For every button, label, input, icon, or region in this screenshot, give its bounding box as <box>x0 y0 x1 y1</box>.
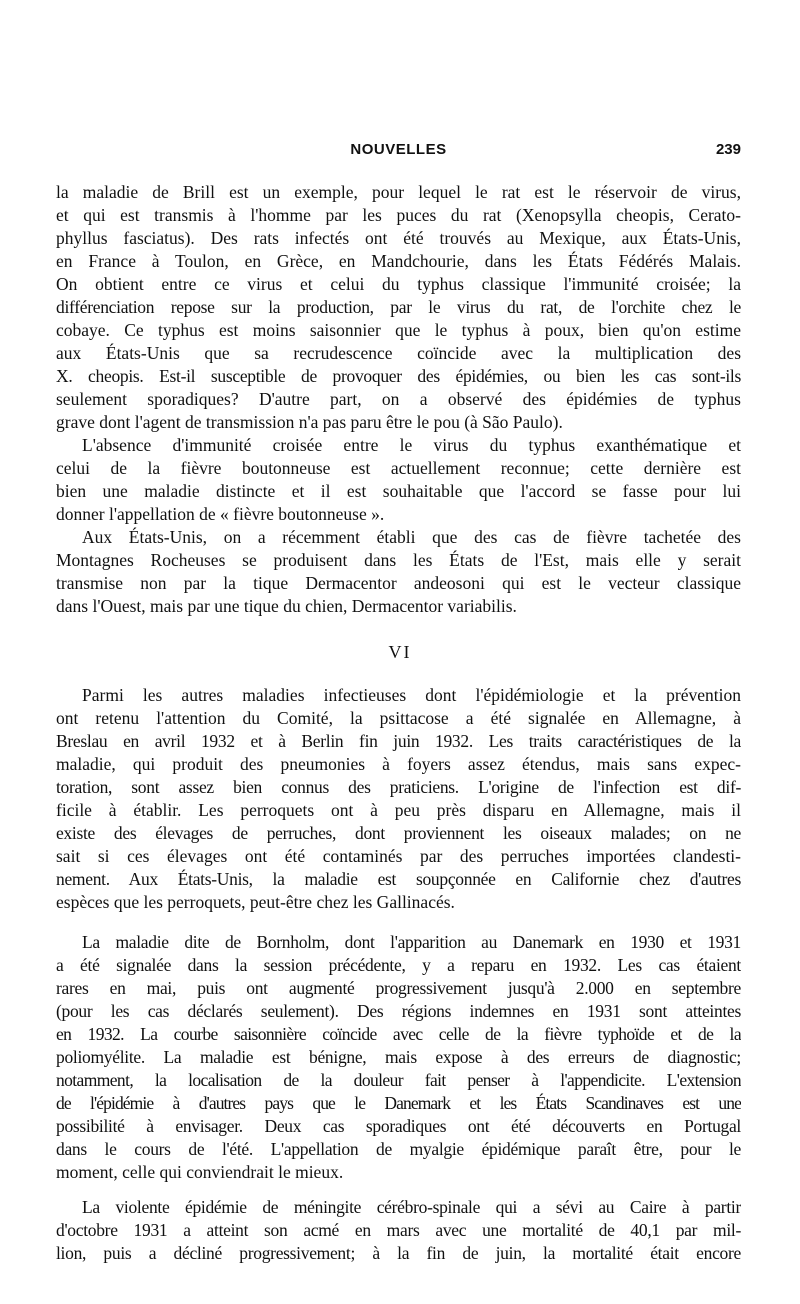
text-line: La maladie dite de Bornholm, dont l'apparition au Danemark en 1930 et 1931 <box>82 932 741 952</box>
text-line: seulement sporadiques? D'autre part, on a observé des épidémies de typhus <box>56 389 741 409</box>
paragraph-psittacose <box>56 684 741 914</box>
paragraph-fievre-boutonneuse <box>56 434 741 526</box>
text-line: maladie, qui produit des pneumonies à foyers assez étendus, mais sans expec- <box>56 754 741 774</box>
text-line: existe des élevages de perruches, dont proviennent les oiseaux malades; on ne <box>56 823 741 843</box>
text-line: en 1932. La courbe saisonnière coïncide avec celle de la fièvre typhoïde et de la <box>56 1024 741 1044</box>
text-line: aux États-Unis que sa recrudescence coïncide avec la multiplication des <box>56 343 741 363</box>
text-line: Breslau en avril 1932 et à Berlin fin juin 1932. Les traits caractéristiques de la <box>56 731 741 751</box>
text-line: Montagnes Rocheuses se produisent dans les États de l'Est, mais elle y serait <box>56 550 741 570</box>
text-line: notamment, la localisation de la douleur fait penser à l'appendicite. L'extension <box>56 1070 741 1090</box>
text-line: L'absence d'immunité croisée entre le virus du typhus exanthématique et <box>82 435 741 455</box>
text-line: sait si ces élevages ont été contaminés par des perruches importées clandesti- <box>56 846 741 866</box>
text-line: d'octobre 1931 a atteint son acmé en mars avec une mortalité de 40,1 par mil- <box>56 1220 741 1240</box>
text-line: la maladie de Brill est un exemple, pour lequel le rat est le réservoir de virus, <box>56 182 741 202</box>
page-number: 239 <box>715 141 741 158</box>
running-title: NOUVELLES <box>350 141 447 158</box>
text-line: lion, puis a décliné progressivement; à la fin de juin, la mortalité était encore <box>56 1243 741 1263</box>
text-line: Aux États-Unis, on a récemment établi que des cas de fièvre tachetée des <box>82 527 741 547</box>
text-line: X. cheopis. Est-il susceptible de provoquer des épidémies, ou bien les cas sont-ils <box>56 366 741 386</box>
text-line: espèces que les perroquets, peut-être chez les Gallinacés. <box>56 892 455 912</box>
text-line: cobaye. Ce typhus est moins saisonnier que le typhus à poux, bien qu'on estime <box>56 320 741 340</box>
text-line: en France à Toulon, en Grèce, en Mandchourie, dans les États Fédérés Malais. <box>56 251 741 271</box>
text-line: et qui est transmis à l'homme par les puces du rat (Xenopsylla cheopis, Cerato- <box>56 205 741 225</box>
text-line: rares en mai, puis ont augmenté progressivement jusqu'à 2.000 en septembre <box>56 978 741 998</box>
text-line: de l'épidémie à d'autres pays que le Danemark et les États Scandinaves est une <box>56 1093 741 1113</box>
text-line: phyllus fasciatus). Des rats infectés ont été trouvés au Mexique, aux États-Unis, <box>56 228 741 248</box>
running-header <box>56 141 741 163</box>
paragraph-typhus-murin <box>56 181 741 434</box>
text-line: grave dont l'agent de transmission n'a pas paru être le pou (à São Paulo). <box>56 412 563 432</box>
text-line: a été signalée dans la session précédente, y a reparu en 1932. Les cas étaient <box>56 955 741 975</box>
text-line: possibilité à envisager. Deux cas sporadiques ont été découverts en Portugal <box>56 1116 741 1136</box>
text-line: Parmi les autres maladies infectieuses dont l'épidémiologie et la prévention <box>82 685 741 705</box>
section-heading: VI <box>388 642 412 662</box>
text-line: donner l'appellation de « fièvre boutonneuse ». <box>56 504 385 524</box>
text-line: transmise non par la tique Dermacentor andeosoni qui est le vecteur classique <box>56 573 741 593</box>
text-line: ont retenu l'attention du Comité, la psittacose a été signalée en Allemagne, à <box>56 708 741 728</box>
text-line: dans l'Ouest, mais par une tique du chien, Dermacentor variabilis. <box>56 596 517 616</box>
paragraph-meningite <box>56 1196 741 1265</box>
paragraph-maladie-bornholm <box>56 931 741 1184</box>
text-line: toration, sont assez bien connus des praticiens. L'origine de l'infection est dif- <box>56 777 741 797</box>
text-line: celui de la fièvre boutonneuse est actuellement reconnue; cette dernière est <box>56 458 741 478</box>
text-line: On obtient entre ce virus et celui du typhus classique l'immunité croisée; la <box>56 274 741 294</box>
text-line: différenciation repose sur la production, par le virus du rat, de l'orchite chez le <box>56 297 741 317</box>
text-line: moment, celle qui conviendrait le mieux. <box>56 1162 344 1182</box>
text-line: (pour les cas déclarés seulement). Des régions indemnes en 1931 sont atteintes <box>56 1001 741 1021</box>
paragraph-fievre-tachetee <box>56 526 741 618</box>
text-line: ficile à établir. Les perroquets ont à peu près disparu en Allemagne, mais il <box>56 800 741 820</box>
text-line: nement. Aux États-Unis, la maladie est soupçonnée en Californie chez d'autres <box>56 869 741 889</box>
text-line: bien une maladie distincte et il est souhaitable que l'accord se fasse pour lui <box>56 481 741 501</box>
text-line: dans le cours de l'été. L'appellation de myalgie épidémique paraît être, pour le <box>56 1139 741 1159</box>
text-line: La violente épidémie de méningite cérébro-spinale qui a sévi au Caire à partir <box>82 1197 741 1217</box>
text-line: poliomyélite. La maladie est bénigne, mais expose à des erreurs de diagnostic; <box>56 1047 741 1067</box>
